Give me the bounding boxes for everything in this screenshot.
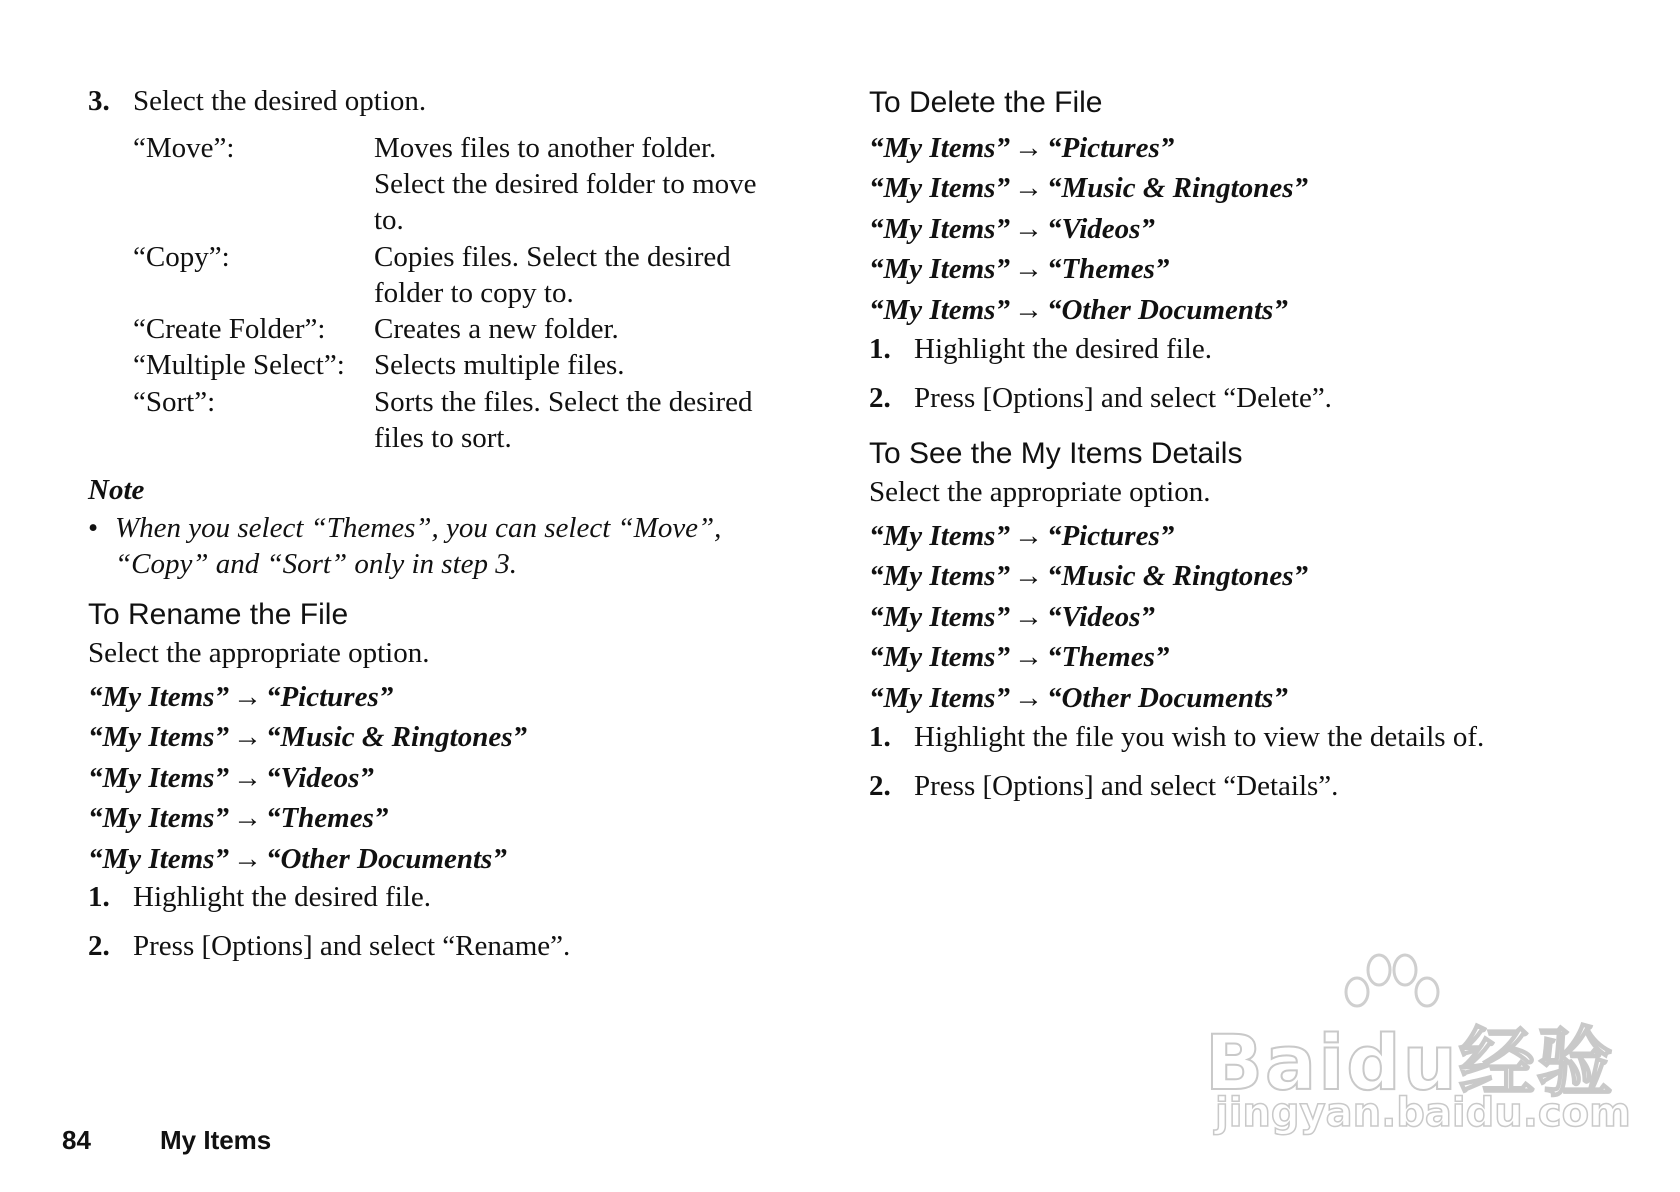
delete-path-other-documents: “My Items” → “Other Documents” bbox=[869, 294, 1288, 326]
rename-step-1-text: Highlight the desired file. bbox=[133, 881, 431, 913]
arrow-icon: → bbox=[232, 721, 262, 753]
note-line-2: “Copy” and “Sort” only in step 3. bbox=[115, 548, 518, 580]
details-path-videos: “My Items” → “Videos” bbox=[869, 601, 1155, 633]
arrow-icon: → bbox=[1013, 172, 1043, 204]
option-multiple-select-desc: Selects multiple files. bbox=[374, 349, 625, 381]
arrow-icon: → bbox=[232, 843, 262, 875]
arrow-icon: → bbox=[1013, 294, 1043, 326]
arrow-icon: → bbox=[1013, 132, 1043, 164]
note-bullet: • bbox=[88, 512, 99, 544]
details-path-pictures: “My Items” → “Pictures” bbox=[869, 520, 1175, 552]
details-step-1-number: 1. bbox=[869, 721, 891, 753]
watermark-url: jingyan.baidu.com bbox=[1215, 1090, 1631, 1136]
baidu-watermark bbox=[1205, 950, 1631, 1150]
details-step-2-number: 2. bbox=[869, 770, 891, 802]
arrow-icon: → bbox=[232, 802, 262, 834]
rename-intro: Select the appropriate option. bbox=[88, 637, 430, 669]
rename-step-2-number: 2. bbox=[88, 930, 110, 962]
arrow-icon: → bbox=[1013, 253, 1043, 285]
footer-section-title: My Items bbox=[160, 1125, 272, 1155]
details-path-themes: “My Items” → “Themes” bbox=[869, 641, 1170, 673]
delete-step-2-text: Press [Options] and select “Delete”. bbox=[914, 382, 1332, 414]
details-step-1-text: Highlight the file you wish to view the details of. bbox=[914, 721, 1485, 753]
delete-heading: To Delete the File bbox=[869, 86, 1103, 119]
rename-heading: To Rename the File bbox=[88, 598, 349, 631]
details-path-other-documents: “My Items” → “Other Documents” bbox=[869, 682, 1288, 714]
option-move-name: “Move”: bbox=[133, 132, 235, 164]
arrow-icon: → bbox=[1013, 213, 1043, 245]
delete-step-1-number: 1. bbox=[869, 333, 891, 365]
step-3-number: 3. bbox=[88, 85, 110, 117]
option-create-folder-desc: Creates a new folder. bbox=[374, 313, 619, 345]
arrow-icon: → bbox=[1013, 601, 1043, 633]
rename-path-other-documents: “My Items” → “Other Documents” bbox=[88, 843, 507, 875]
delete-step-2-number: 2. bbox=[869, 382, 891, 414]
arrow-icon: → bbox=[1013, 520, 1043, 552]
arrow-icon: → bbox=[232, 681, 262, 713]
details-intro: Select the appropriate option. bbox=[869, 476, 1211, 508]
note-title: Note bbox=[88, 474, 145, 506]
rename-path-pictures: “My Items” → “Pictures” bbox=[88, 681, 394, 713]
rename-path-videos: “My Items” → “Videos” bbox=[88, 762, 374, 794]
option-copy-desc-2: folder to copy to. bbox=[374, 277, 574, 309]
details-path-music: “My Items” → “Music & Ringtones” bbox=[869, 560, 1309, 592]
rename-path-themes: “My Items” → “Themes” bbox=[88, 802, 389, 834]
arrow-icon: → bbox=[1013, 560, 1043, 592]
option-move-desc-3: to. bbox=[374, 204, 404, 236]
rename-step-2-text: Press [Options] and select “Rename”. bbox=[133, 930, 571, 962]
details-heading: To See the My Items Details bbox=[869, 437, 1243, 470]
option-sort-desc-2: files to sort. bbox=[374, 422, 512, 454]
note-line-1: When you select “Themes”, you can select “Move”, bbox=[115, 512, 722, 544]
delete-path-music: “My Items” → “Music & Ringtones” bbox=[869, 172, 1309, 204]
delete-path-pictures: “My Items” → “Pictures” bbox=[869, 132, 1175, 164]
option-create-folder-name: “Create Folder”: bbox=[133, 313, 326, 345]
rename-step-1-number: 1. bbox=[88, 881, 110, 913]
rename-path-music: “My Items” → “Music & Ringtones” bbox=[88, 721, 528, 753]
arrow-icon: → bbox=[1013, 682, 1043, 714]
arrow-icon: → bbox=[1013, 641, 1043, 673]
option-copy-name: “Copy”: bbox=[133, 241, 230, 273]
watermark-main: Baidu经验 bbox=[1205, 1018, 1615, 1107]
arrow-icon: → bbox=[232, 762, 262, 794]
option-sort-desc-1: Sorts the files. Select the desired bbox=[374, 386, 753, 418]
details-step-2-text: Press [Options] and select “Details”. bbox=[914, 770, 1339, 802]
delete-step-1-text: Highlight the desired file. bbox=[914, 333, 1212, 365]
step-3-text: Select the desired option. bbox=[133, 85, 427, 117]
option-move-desc-1: Moves files to another folder. bbox=[374, 132, 717, 164]
page-number: 84 bbox=[62, 1125, 91, 1155]
option-copy-desc-1: Copies files. Select the desired bbox=[374, 241, 731, 273]
delete-path-videos: “My Items” → “Videos” bbox=[869, 213, 1155, 245]
option-sort-name: “Sort”: bbox=[133, 386, 216, 418]
delete-path-themes: “My Items” → “Themes” bbox=[869, 253, 1170, 285]
option-move-desc-2: Select the desired folder to move bbox=[374, 168, 757, 200]
option-multiple-select-name: “Multiple Select”: bbox=[133, 349, 345, 381]
